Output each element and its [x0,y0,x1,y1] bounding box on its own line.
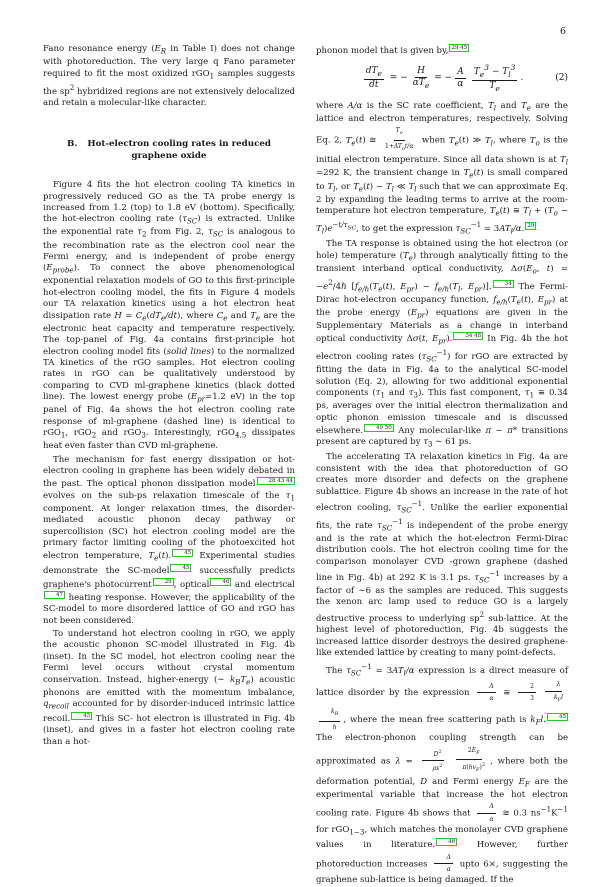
lead-in-text: phonon model that is given by, [316,45,449,56]
paragraph-sc-solution: where A/α is the SC rate coefficient, $T_l$ and $T_e$ are the lattice and electron temperatures, respectively. Solving Eq. 2, $T_e(t)$ ≅ $\frac{T_o}{1+AT_ot/\alpha}$ when $T_e(t)$ ≫ $T_l$, where $T_o$ is the initial electron temperature. Since all data shown is at $T_l =292$ K, the transient change in $T_e(t)$ is small compared to $T_l$, or $T_e(t) - T_l$ ≪ $T_l$ such that we can approximate Eq. 2 by expanding the leading terms to arrive at the room-temperature hot electron temperature, $T_e(t)$ ≅ $T_l + (T_o - T_l)e^{-t/\tau_{SC}}$, to get the expression $\tau_{SC}^{-1} = 3AT_l/\alpha$. 29 [316,100,568,236]
right-column [316,44,568,887]
paragraph-ta-response: The TA response is obtained using the hot electron (or hole) temperature $(T_e)$ through analytically fitting to the transient interband optical conductivity, $\Delta\sigma(E_o$, $t) = -e^2/4\hbar$ [$f_{e/h}(T_e(t)$, $E_{pr}) - f_{e/h}(T_l$, $E_{pr}$)]. 34 The Fermi-Dirac hot-electron occupancy function, $f_{e/h}(T_e(t)$, $E_{pr}$) at the probe energy $(E_{pr})$ equations are given in the Supplementary Materials as a change in interband optical conductivity Δσ(t, $E_{pr}$). 34 48 In Fig. 4b the hot electron cooling rates $(\tau_{SC}^{-1})$ for rGO are extracted by fitting the data in Fig. 4a to the analytical SC-model solution (Eq. 2), allowing for two additional exponential components ($\tau_1$ and $\tau_3$). This fast component, $\tau_1$ ≅ 0.34 ps, averages over the initial electron thermalization and optic phonon emission timescale and is discussed elsewhere. 49 50 Any molecular-like π − π* transitions present are captured by $\tau_3$ ∼ 61 ps. [316,239,569,449]
citation-link[interactable]: 28 43 44 [257,477,296,485]
citation-link[interactable]: 47 [44,591,65,599]
citation-link[interactable]: 49 50 [364,424,394,432]
section-number: B. [67,139,78,150]
page-number: 6 [559,26,566,37]
citation-link[interactable]: 45 [172,549,193,557]
intro-paragraph: Fano resonance energy ($E_R$ in Table I) does not change with photoreduction. The very large q Fano parameter required to fit the most oxidized rGO$_1$ samples suggests the $sp^2$ hybridized regions are not extensively delocalized and retain a molecular-like character. [43,44,295,108]
citation-link[interactable]: 29 45 [451,45,468,51]
equation-lead-in [316,44,568,57]
citation-link[interactable]: 45 [71,712,92,720]
paragraph-lattice-disorder: The $\tau_{SC}^{-1} = 3AT_l/\alpha$ expression is a direct measure of lattice disorder by the expression $\frac{A}{\alpha}$ ≅ $\frac{2}{3}$ $\frac{\lambda}{k_Fl}$ $\frac{k_B}{\text{ℏ}}$ , where the mean free scattering path is $k_Fl$. 45 The electron-phonon coupling strength can be approximated as λ = $\frac{D^2}{\rho s^2}$ $\frac{2E_F}{\pi(\hbar v_F)^2}$ , where both the deformation potential, D and Fermi energy $E_F$ are the experimental variable that increase the hot electron cooling rate. Figure 4b shows that $\frac{A}{\alpha}$ ≅ 0.3 $ns^{-1}K^{-1}$ for rGO$_{1-3}$, which matches the monolayer CVD graphene values in literature. 46 However, further photoreduction increases $\frac{A}{\alpha}$ upto 6×, suggesting the graphene sub-lattice is being damaged. If the [316,662,568,886]
paragraph-fig4-fits: Figure 4 fits the hot electron cooling TA kinetics in progressively reduced GO as the TA probe energy is increased from 1.2 (top) to 1.8 eV (bottom). Specifically, the hot-electron cooling rate $(\tau_{SC})$ is extracted. Unlike the exponential rate $\tau_2$ from Fig. 2, $\tau_{SC}$ is analogous to the recombination rate as the electron cool near the Fermi energy, and is independent of probe energy $(E_{probe})$. To connect the above phenomenological exponential relaxation models of GO to this first-principle hot-electron cooling model, the fits in Figure 4 models our TA relaxation kinetics using a hot electron heat dissipation rate $H = C_e(dT_e/dt)$, where $C_e$ and $T_e$ are the electronic heat capacity and temperature respectively. The top-panel of Fig. 4a contains first-principle hot electron cooling model fits (solid lines) to the normalized TA kinetics of the rGO samples. Hot electron cooling rates in rGO can be qualitatively understood by comparing to CVD ml-graphene kinetics (black dotted line). The lowest energy probe ($E_{pr}=1.2$ eV) in the top panel of Fig. 4a shows the hot electron cooling rate response of ml-graphene (dashed line) is identical to rGO$_1$, rGO$_2$ and rGO$_3$. Interestingly, rGO$_{4,5}$ dissipates heat even faster than CVD ml-graphene. [43,180,296,452]
citation-link[interactable]: 46 [436,838,457,846]
citation-link[interactable]: 29 [153,578,174,586]
citation-link[interactable]: 34 48 [453,332,483,340]
citation-link[interactable]: 45 [170,564,191,572]
equation-2: $\frac{dT_e}{dt}$ = − $\frac{H}{\alpha T_e}$ = − $\frac{A}{\alpha}$ $\frac{T_e^3 - T_l^3}{T_e}$ . (2) [365,63,568,94]
citation-link[interactable]: 45 [547,713,568,721]
section-title: Hot-electron cooling rates in reduced graphene oxide [87,139,271,161]
citation-link[interactable]: 46 [210,578,231,586]
paragraph-mechanism: The mechanism for fast energy dissipation or hot-electron cooling in graphene has been widely debated in the past. The optical phonon dissipation model 28 43 44 evolves on the sub-ps relaxation timescale of the $\tau_1$ component. At longer relaxation times, the disorder-mediated acoustic phonon decay pathway or supercollision (SC) hot electron cooling model are the primary factor limiting cooling of the photoexcited hot electron temperature, $T_e(t)$. 45 Experimental studies demonstrate the SC-model 45 successfully predicts graphene's photocurrent 29 , optical 46 and electrical47 heating response. However, the applicability of the SC-model to more disordered lattice of GO and rGO has not been considered. [43,454,295,626]
left-column [43,44,295,748]
section-heading [43,139,295,162]
paragraph-accelerating: The accelerating TA relaxation kinetics in Fig. 4a are consistent with the idea that photoreduction of GO creates more disorder and defects on the graphene sublattice. Figure 4b shows an increase in the rate of hot electron cooling, $\tau_{SC}^{-1}$. Unlike the earlier exponential fits, the rate $\tau_{SC}^{-1}$ is independent of the probe energy and is the rate at which the hot-electron Fermi-Dirac distribution cools. The hot electron cooling time for the comparison monolayer CVD -grown graphene (dashed line in Fig. 4b) at 292 K is 3.1 ps. $\tau_{SC}^{-1}$ increases by a factor of ∼6 as the samples are reduced. This suggests the xenon arc lamp used to reduce GO is a largely destructive process to underlying $sp^2$ sub-lattice. At the highest level of photoreduction, Fig. 4b suggests the increased lattice disorder destroys the desired graphene-like extended lattice by creating to many point-defects. [316,452,569,658]
equation-number: (2) [555,72,568,83]
citation-link[interactable]: 29 [527,223,535,230]
paragraph-sc-model: To understand hot electron cooling in rGO, we apply the acoustic phonon SC-model illustrated in Fig. 4b (inset). In the SC model, hot electron cooling near the Fermi level occurs without crystal momentum conservation. Instead, higher-energy (∼ $k_BT_e$) acoustic phonons are emitted with the momentum imbalance, $q_{recoil}$ accounted for by disorder-induced intrinsic lattice recoil. 45 This SC- hot electron is illustrated in Fig. 4b (inset), and gives in a faster hot electron cooling rate than a hot- [43,628,295,747]
citation-link[interactable]: 34 [493,280,514,288]
